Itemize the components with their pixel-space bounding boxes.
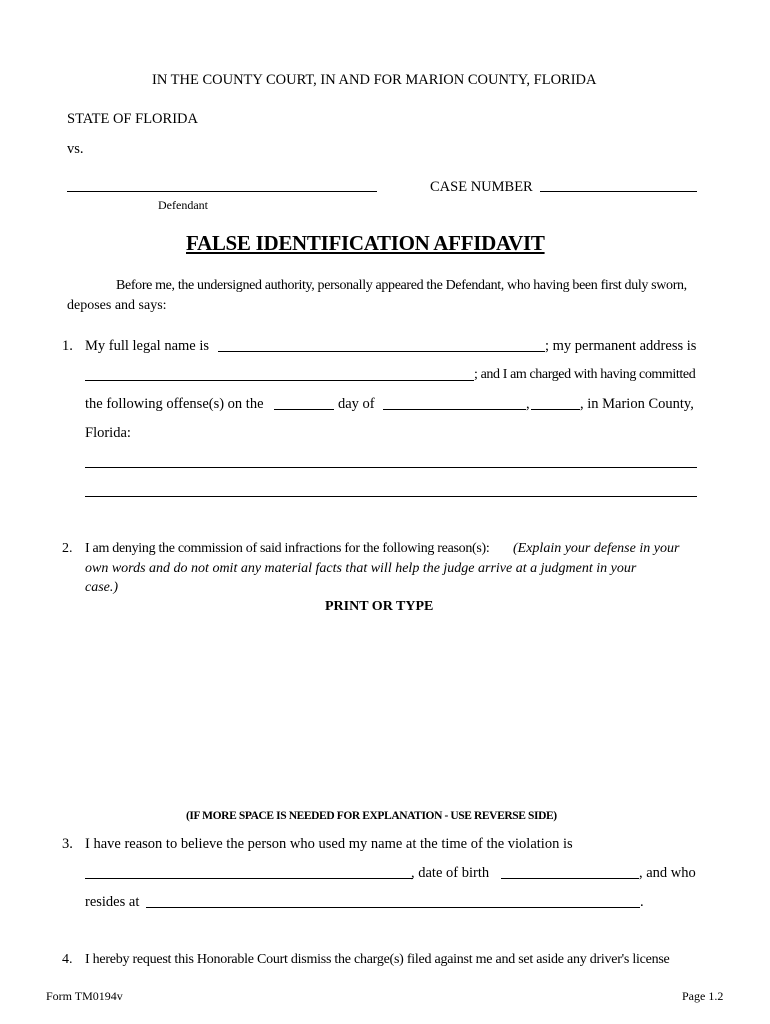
item-1-offense-text: the following offense(s) on the [85,396,264,412]
plaintiff-name: STATE OF FLORIDA [67,111,198,127]
item-1-florida-text: Florida: [85,425,131,441]
offense-description-line-1[interactable] [85,467,697,468]
other-person-name-line[interactable] [85,878,413,879]
item-4-number: 4. [62,952,73,967]
item-3-period: . [640,894,644,910]
intro-line-1: Before me, the undersigned authority, personally appeared the Defendant, who having been first duly sworn, [116,278,687,293]
offense-month-line[interactable] [383,409,526,410]
item-2-text: I am denying the commission of said infractions for the following reason(s): [85,541,490,556]
other-person-dob-line[interactable] [501,878,639,879]
item-3-who-text: , and who [639,865,696,881]
reverse-side-note: (IF MORE SPACE IS NEEDED FOR EXPLANATION - USE REVERSE SIDE) [186,810,557,822]
item-3-dob-text: , date of birth [411,865,490,881]
item-3-resides-text: resides at [85,894,140,910]
item-2-number: 2. [62,541,73,556]
item-1-day-of-text: day of [338,396,375,412]
offense-description-line-2[interactable] [85,496,697,497]
case-number-label: CASE NUMBER [430,179,533,195]
other-person-address-line[interactable] [146,907,640,908]
item-1-number: 1. [62,338,73,354]
full-legal-name-line[interactable] [218,351,545,352]
defendant-label: Defendant [158,198,208,212]
item-2-italic-1: (Explain your defense in your [513,541,680,556]
item-1-county-text: , in Marion County, [580,396,694,412]
offense-day-line[interactable] [274,409,334,410]
item-3-line-1: I have reason to believe the person who used my name at the time of the violation is [85,836,573,852]
case-number-line[interactable] [540,191,697,192]
item-2-italic-3: case.) [85,580,119,595]
item-1-comma: , [526,396,530,412]
print-or-type-label: PRINT OR TYPE [325,599,434,614]
page-number: Page 1.2 [682,989,724,1003]
item-4-text: I hereby request this Honorable Court dismiss the charge(s) filed against me and set aside any driver's license [85,952,670,967]
item-3-number: 3. [62,836,73,852]
item-1-address-text: ; my permanent address is [545,338,697,354]
intro-line-2: deposes and says: [67,298,167,313]
document-title: FALSE IDENTIFICATION AFFIDAVIT [186,231,545,255]
item-2-italic-2: own words and do not omit any material facts that will help the judge arrive at a judgment in your [85,561,637,576]
offense-year-line[interactable] [531,409,580,410]
item-1-charged-text: ; and I am charged with having committed [474,367,696,382]
permanent-address-line[interactable] [85,380,474,381]
defendant-line[interactable] [67,191,377,192]
court-header: IN THE COUNTY COURT, IN AND FOR MARION COUNTY, FLORIDA [152,72,597,88]
versus-label: vs. [67,141,84,157]
item-1-name-text: My full legal name is [85,338,210,354]
form-number: Form TM0194v [46,989,123,1003]
